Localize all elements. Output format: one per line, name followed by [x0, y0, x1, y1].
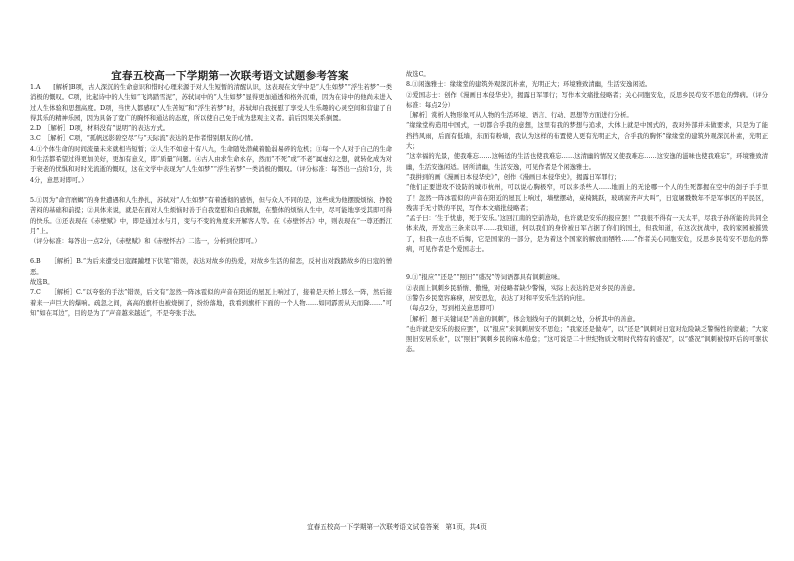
answer-paragraph: “孟子曰：‘生于忧患，死于安乐。’这回江南的空前浩劫，也许就是安乐的报应罢！”“我很不得有一天太平，尽我子孙所能的共同全体来战，开发出三条来以平……我知道，何以我们的身价被日军占据了你们的国土，但我知道，在这次抗战中，我的家园被摧毁了，但我一点也不后悔，它是国家的一部分，是为着这个国家的解放而牺牲……”作者关心同胞安危，反思乡民苟安不思危的弊病，可见作者是个爱国志士。 — [406, 215, 768, 254]
paragraph-spacer — [30, 247, 392, 257]
answer-paragraph: （评分标准：每答出一点2分，《赤壁赋》和《赤壁怀古》二选一，分析到位即可。） — [30, 238, 261, 246]
paragraph-spacer — [406, 255, 768, 273]
answer-paragraph: （每点2分，写到相关意思即可） — [406, 305, 499, 313]
page-title: 宜春五校高一下学期第一次联考语文试题参考答案 — [111, 70, 349, 82]
answer-paragraph: 8.①闲逸雅士：缘缘堂的建筑外观深沉朴素，光明正大；环境雅致清幽，生活安逸闲适。 — [406, 81, 652, 89]
answer-paragraph: “他们正要进攻不设防的城市杭州，可以说心胸极窄，可以多杀些人……地面上的无论哪一个人的生死都握在空中的刽子手手里了！忽然一阵冰雹似的声音在阳近的屋瓦上响过，墙壁摆动，桌椅跳跃，玻璃窗齐声大叫”，日寇屠戮数年不是军事区的平民区，残害手无寸铁的平民，写作本文痛批侵略者； — [406, 184, 768, 212]
answer-paragraph: 3.C ［解析］C项，“孤帆远影碧空尽”与“天际流”表达的是作者惜别朋友的心情。 — [30, 135, 257, 143]
answer-paragraph: ［解析］题干关键词是“善意的讽刺”，体会划线句子的讽刺之处，分析其中的善意。 — [406, 315, 640, 323]
answer-paragraph: 故选B。 — [30, 279, 54, 287]
answer-paragraph: ②爱国志士：创作《漫画日本侵华史》，揭露日军罪行；写作本文痛批侵略者；关心同胞安危，反思乡民苟安不思危的弊病。（评分标准：每点2分） — [406, 91, 768, 109]
answer-paragraph: “这幸福的光景，使我难忘……这畅适的生活也使我难忘……这清幽的情况又使我难忘……这安逸的滋味也使我难忘”，环境雅致清幽，生活安逸闲适。居所清幽，生活安逸，可见作者是个闲逸雅士。 — [406, 153, 768, 171]
answer-paragraph: 6.B ［解析］B.“为后来遭受日寇蹂躏埋下伏笔”错误，表达对故乡的热爱，对故乡生活的留恋，反衬出对践踏故乡的日寇的憎恶。 — [30, 258, 392, 276]
paragraph-spacer — [30, 186, 392, 196]
answer-paragraph: 7.C ［解析］C.“以夸张的手法”错误，后文有“忽然一阵冰雹似的声音在阳近的屋瓦上响过了，接着是天桥上那么一阵，然后接着来一声巨大的爆响。疏忽之间，高高的旗杆也被烧倒了，纷纷落地，我看到旗杆下面的一个人物……如同霹雳从天而降……”可知“如在耳边”，目的是为了“声音越来越近”，不是夸张手法。 — [30, 289, 392, 317]
answer-paragraph: ［解析］赏析人物形象可从人物的生活环境、语言、行动、思想等方面进行分析。 — [406, 112, 633, 120]
answer-paragraph: “也许就是安乐的报应罢”，以“报应”来讽刺居安不思危；“我家还是做寿”，以“还是”讽刺对日寇对危险缺乏警惕性的蒙蔽；“大家照旧安居乐业”，以“照旧”讽刺乡民的麻木倦怠；“这可说是二十世纪物质文明时代特有的盛况”，以“盛况”讽刺被惊吓后的可驱状态。 — [406, 325, 768, 354]
left-column — [30, 83, 392, 319]
answer-paragraph: ②表面上讽刺乡民骄惰、傲慢，对侵略者缺少警惕，实际上表达的是对乡民的善意。 — [406, 284, 639, 292]
answer-paragraph: “缘缘堂构造用中国式，一切都合乎我的意想，这里有我的梦想与追求，大体上就是中国式的，我对外部并未做要求，只是为了能挡挡风雨，后面有低墙，东面有粉墙，我认为这样的布置使人更有光明正大，合乎我的胸怀”缘缘堂的建筑外观深沉朴素，光明正大； — [406, 122, 768, 151]
answer-paragraph: 4.①个体生命的时间流量未来就相当短暂；②人生不如意十有八九，生命随处潜藏着脆弱易碎的危机；③每一个人对于自己的生命和生活都希望过得更加美好，更加有意义，即“质量”问题。④古人由求生命永存，然而“不死”或“不老”属虚幻之想，就转化成为对于衰老的忧惧和对时光流逝的慨叹，这在文学中表现为“人生如梦”“浮生若梦”一类消极的慨叹。（评分标准：每答出一点给1分，共4分，意思对即可。） — [30, 145, 392, 184]
right-column — [406, 70, 768, 356]
answer-paragraph: ③警告乡民宽容麻痹，居安思危，表达了对和平安乐生活的向往。 — [406, 294, 589, 302]
page-footer: 宜春五校高一下学期第一次联考语文试卷答案 第1页，共4页 — [307, 523, 487, 531]
answer-paragraph: 2.D ［解析］D项，材料没有“说明”的表达方式。 — [30, 125, 170, 133]
answer-paragraph: “我拼到的画《漫画日本侵华史》”，创作《漫画日本侵华史》，揭露日军罪行； — [406, 173, 621, 181]
answer-paragraph: 1.A [解析]B项，古人深沉的生命意识和惜时心理来源于对人生短暂的清醒认识，这表现在文学中是“人生如梦”“浮生若梦”一类消极的慨叹。C项，比起诗中的人生如“飞鸿踏雪泥”，苏轼词中的“人生如梦”显得更加通透和格外沉重，因为在诗中的他尚未进入过人生体验和思想高度。D项，当世人都感叹“人生苦短”和“浮生若梦”时，苏轼却自我抚慰了享受人生乐趣的心灵空间和营建了自得其乐的精神乐园，因为具备了宽广的胸怀和通达的态度，所以使自己免于成为悲观主义者。前后因果关系倒置。 — [30, 84, 392, 122]
answer-paragraph: 5.①因为“命宫磨蝎”的身世遭遇和人生挣扎，苏轼对“人生如梦”有着透彻的感悟，但与众人不同的是，这些成为他摆脱烦恼、挣脱苦闷的基础和前提；②具体来说，就是在面对人生烦恼时善于自我宽慰和自我解脱，在整体的烦恼人生中，尽可能地享受其即可得的快乐。③还表现在《赤壁赋》中，即是通过水与月，变与不变的角度来开解客人等。在《赤壁怀古》中，则表现在“一尊还酹江月”上。 — [30, 196, 392, 235]
answer-paragraph: 9.①“报应”“还是”“照旧”“盛况”等词语都具有讽刺意味。 — [406, 274, 564, 282]
answer-paragraph: 故选C。 — [406, 71, 430, 78]
